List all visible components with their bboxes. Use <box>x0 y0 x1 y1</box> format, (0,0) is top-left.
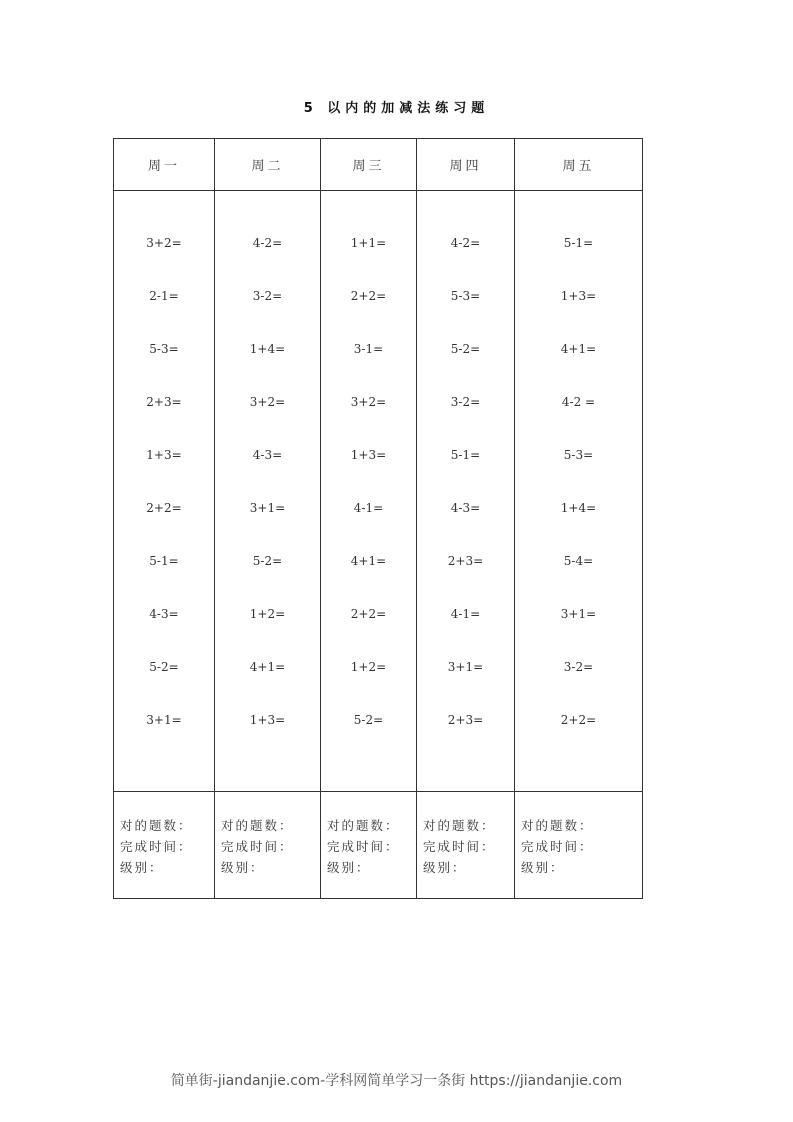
footer-label-correct: 对的题数： <box>327 818 400 833</box>
problem: 1+3= <box>146 448 182 462</box>
problem: 3+2= <box>249 395 286 409</box>
score-cell <box>321 792 417 899</box>
problem: 5-3= <box>563 448 594 462</box>
problem-column <box>114 191 215 792</box>
problem: 1+3= <box>249 713 286 727</box>
footer-label-correct: 对的题数： <box>521 818 594 833</box>
problem: 3+1= <box>560 607 597 621</box>
problem-column <box>417 191 515 792</box>
problem: 3+1= <box>447 660 484 674</box>
footer-label-level: 级别： <box>327 860 371 875</box>
score-cell <box>114 792 215 899</box>
problem: 3-1= <box>353 342 384 356</box>
score-cell <box>215 792 321 899</box>
problem: 3+1= <box>249 501 286 515</box>
footer-label-level: 级别： <box>423 860 467 875</box>
problem: 1+3= <box>350 448 387 462</box>
footer-label-time: 完成时间： <box>221 839 294 854</box>
problem: 4+1= <box>249 660 286 674</box>
problem: 5-2= <box>450 342 481 356</box>
footer-label-time: 完成时间： <box>327 839 400 854</box>
problem-column <box>515 191 643 792</box>
problem: 1+2= <box>249 607 286 621</box>
problem-column <box>215 191 321 792</box>
problem: 5-1= <box>149 554 179 568</box>
problem: 3+1= <box>146 713 182 727</box>
problem: 1+4= <box>249 342 286 356</box>
problem: 4-3= <box>252 448 283 462</box>
day-header: 周四 <box>417 139 515 191</box>
problem: 1+4= <box>560 501 597 515</box>
problem: 2+2= <box>350 607 387 621</box>
problem: 4-2 = <box>561 395 596 409</box>
problem: 3-2= <box>252 289 283 303</box>
problem: 4+1= <box>350 554 387 568</box>
problem: 5-3= <box>149 342 179 356</box>
watermark: 简单街-jiandanjie.com-学科网简单学习一条街 https://jiandanjie.com <box>170 1073 623 1089</box>
problem: 3+2= <box>350 395 387 409</box>
footer-label-time: 完成时间： <box>423 839 496 854</box>
problem: 2+2= <box>146 501 182 515</box>
page-title: 5 以内的加减法练习题 <box>303 101 490 116</box>
problem: 4-1= <box>353 501 384 515</box>
problem: 2+2= <box>350 289 387 303</box>
score-cell <box>417 792 515 899</box>
problem: 1+3= <box>560 289 597 303</box>
problem: 5-4= <box>563 554 594 568</box>
footer-label-correct: 对的题数： <box>120 818 193 833</box>
problem: 2-1= <box>149 289 179 303</box>
problem: 2+2= <box>560 713 597 727</box>
problem: 4-1= <box>450 607 481 621</box>
problem: 5-3= <box>450 289 481 303</box>
problem: 2+3= <box>447 554 484 568</box>
problem: 2+3= <box>447 713 484 727</box>
problem: 5-1= <box>450 448 481 462</box>
header-row <box>114 139 643 191</box>
footer-label-level: 级别： <box>120 860 164 875</box>
footer-label-time: 完成时间： <box>521 839 594 854</box>
problem: 5-2= <box>353 713 384 727</box>
footer-label-correct: 对的题数： <box>221 818 294 833</box>
day-header: 周五 <box>515 139 643 191</box>
footer-label-level: 级别： <box>521 860 565 875</box>
footer-label-level: 级别： <box>221 860 265 875</box>
problem: 4+1= <box>560 342 597 356</box>
problems-row <box>114 191 643 792</box>
problem: 5-2= <box>252 554 283 568</box>
day-header: 周三 <box>321 139 417 191</box>
worksheet-table <box>113 138 643 899</box>
problem: 3-2= <box>563 660 594 674</box>
problem: 3-2= <box>450 395 481 409</box>
problem: 1+1= <box>350 236 387 250</box>
footer-label-time: 完成时间： <box>120 839 193 854</box>
problem: 3+2= <box>146 236 182 250</box>
problem: 2+3= <box>146 395 182 409</box>
problem: 4-2= <box>450 236 481 250</box>
problem: 4-3= <box>450 501 481 515</box>
problem-column <box>321 191 417 792</box>
problem: 5-2= <box>149 660 179 674</box>
problem: 1+2= <box>350 660 387 674</box>
footer-label-correct: 对的题数： <box>423 818 496 833</box>
problem: 4-2= <box>252 236 283 250</box>
day-header: 周一 <box>114 139 215 191</box>
problem: 4-3= <box>149 607 179 621</box>
problem: 5-1= <box>563 236 594 250</box>
day-header: 周二 <box>215 139 321 191</box>
score-cell <box>515 792 643 899</box>
footer-row <box>114 792 643 899</box>
